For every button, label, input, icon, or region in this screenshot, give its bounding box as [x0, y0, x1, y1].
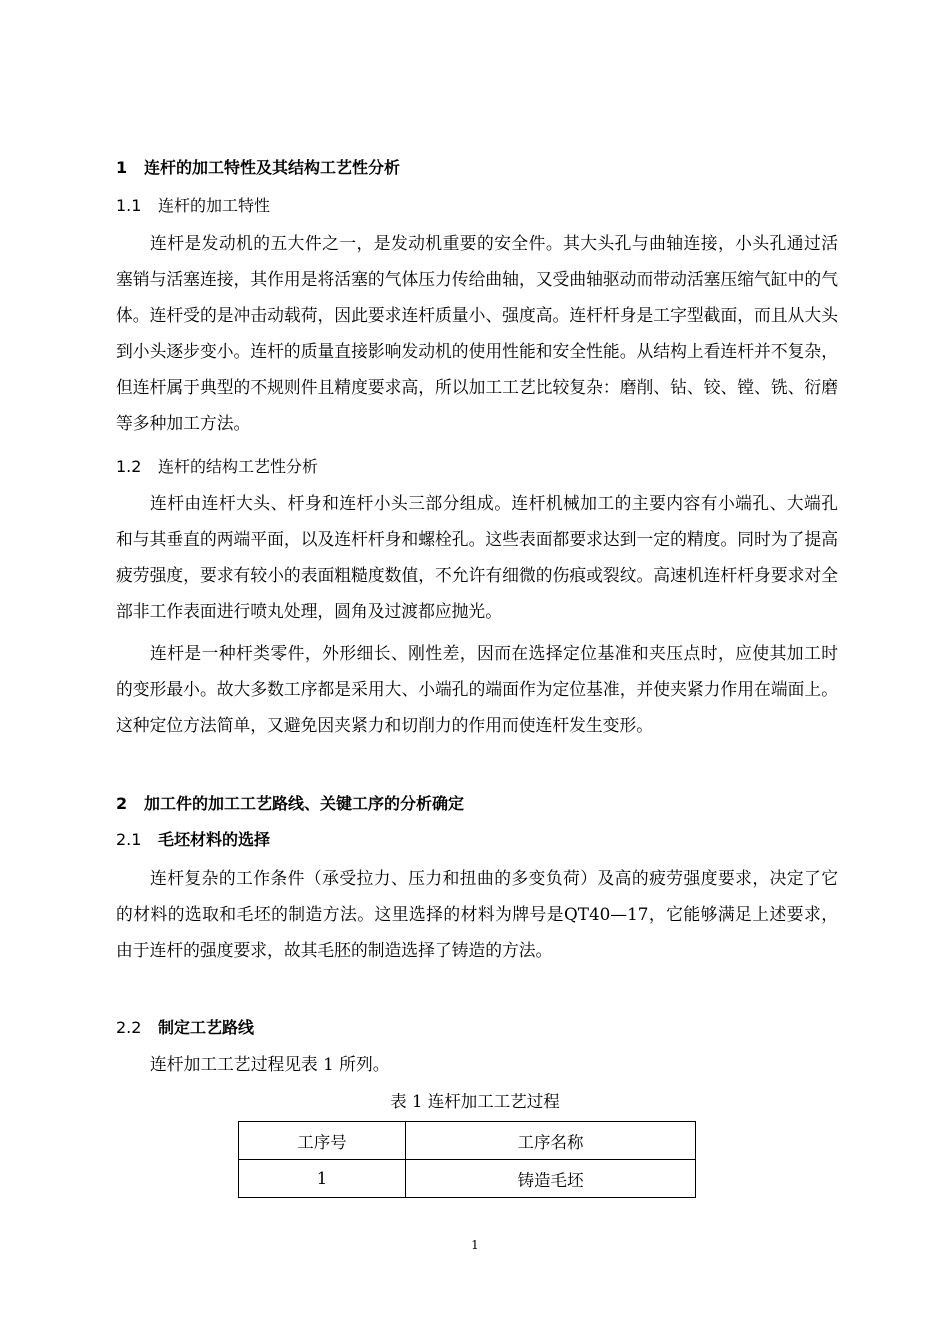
section-title: 加工件的加工工艺路线、关键工序的分析确定 — [144, 794, 465, 813]
table-row — [239, 1160, 696, 1198]
subsection-number: 2.2 — [116, 1018, 142, 1037]
cell-step-name: 铸造毛坯 — [406, 1160, 696, 1198]
subsection-1-1-heading — [116, 196, 270, 216]
page-number: 1 — [471, 1238, 479, 1252]
subsection-title: 连杆的结构工艺性分析 — [158, 457, 319, 476]
header-step-number: 工序号 — [239, 1122, 406, 1160]
subsection-number: 2.1 — [116, 830, 142, 849]
subsection-title: 制定工艺路线 — [158, 1018, 255, 1037]
section-1-heading — [116, 158, 400, 178]
section-number: 1 — [116, 158, 128, 177]
paragraph-2-2: 连杆加工工艺过程见表 1 所列。 — [150, 1054, 390, 1074]
table-caption: 表 1 连杆加工工艺过程 — [390, 1092, 560, 1111]
subsection-1-2-heading — [116, 457, 318, 477]
paragraph-2-1: 连杆复杂的工作条件（承受拉力、压力和扭曲的多变负荷）及高的疲劳强度要求，决定了它的材料的选取和毛坯的制造方法。这里选择的材料为牌号是QT40—17，它能够满足上述要求，由于连杆的强度要求，故其毛胚的制造选择了铸造的方法。 — [116, 868, 838, 960]
paragraph-1-2-a: 连杆由连杆大头、杆身和连杆小头三部分组成。连杆机械加工的主要内容有小端孔、大端孔和与其垂直的两端平面，以及连杆杆身和螺栓孔。这些表面都要求达到一定的精度。同时为了提高疲劳强度，要求有较小的表面粗糙度数值，不允许有细微的伤痕或裂纹。高速机连杆杆身要求对全部非工作表面进行喷丸处理，圆角及过渡都应抛光。 — [116, 493, 838, 621]
subsection-number: 1.1 — [116, 196, 142, 215]
cell-step-number: 1 — [239, 1160, 406, 1198]
subsection-number: 1.2 — [116, 457, 142, 476]
table-header-row — [239, 1122, 696, 1160]
process-table — [238, 1121, 696, 1198]
section-title: 连杆的加工特性及其结构工艺性分析 — [144, 158, 401, 177]
subsection-title: 连杆的加工特性 — [158, 196, 271, 215]
paragraph-1-1: 连杆是发动机的五大件之一，是发动机重要的安全件。其大头孔与曲轴连接，小头孔通过活塞销与活塞连接，其作用是将活塞的气体压力传给曲轴，又受曲轴驱动而带动活塞压缩气缸中的气体。连杆受的是冲击动载荷，因此要求连杆质量小、强度高。连杆杆身是工字型截面，而且从大头到小头逐步变小。连杆的质量直接影响发动机的使用性能和安全性能。从结构上看连杆并不复杂，但连杆属于典型的不规则件且精度要求高，所以加工工艺比较复杂：磨削、钻、铰、镗、铣、衍磨等多种加工方法。 — [116, 233, 838, 433]
paragraph-1-2-b: 连杆是一种杆类零件，外形细长、刚性差，因而在选择定位基准和夹压点时，应使其加工时的变形最小。故大多数工序都是采用大、小端孔的端面作为定位基准，并使夹紧力作用在端面上。这种定位方法简单，又避免因夹紧力和切削力的作用而使连杆发生变形。 — [116, 643, 838, 735]
section-2-heading — [116, 794, 464, 814]
subsection-2-2-heading — [116, 1018, 254, 1038]
header-step-name: 工序名称 — [406, 1122, 696, 1160]
subsection-title: 毛坯材料的选择 — [158, 830, 271, 849]
subsection-2-1-heading — [116, 830, 270, 850]
section-number: 2 — [116, 794, 128, 813]
